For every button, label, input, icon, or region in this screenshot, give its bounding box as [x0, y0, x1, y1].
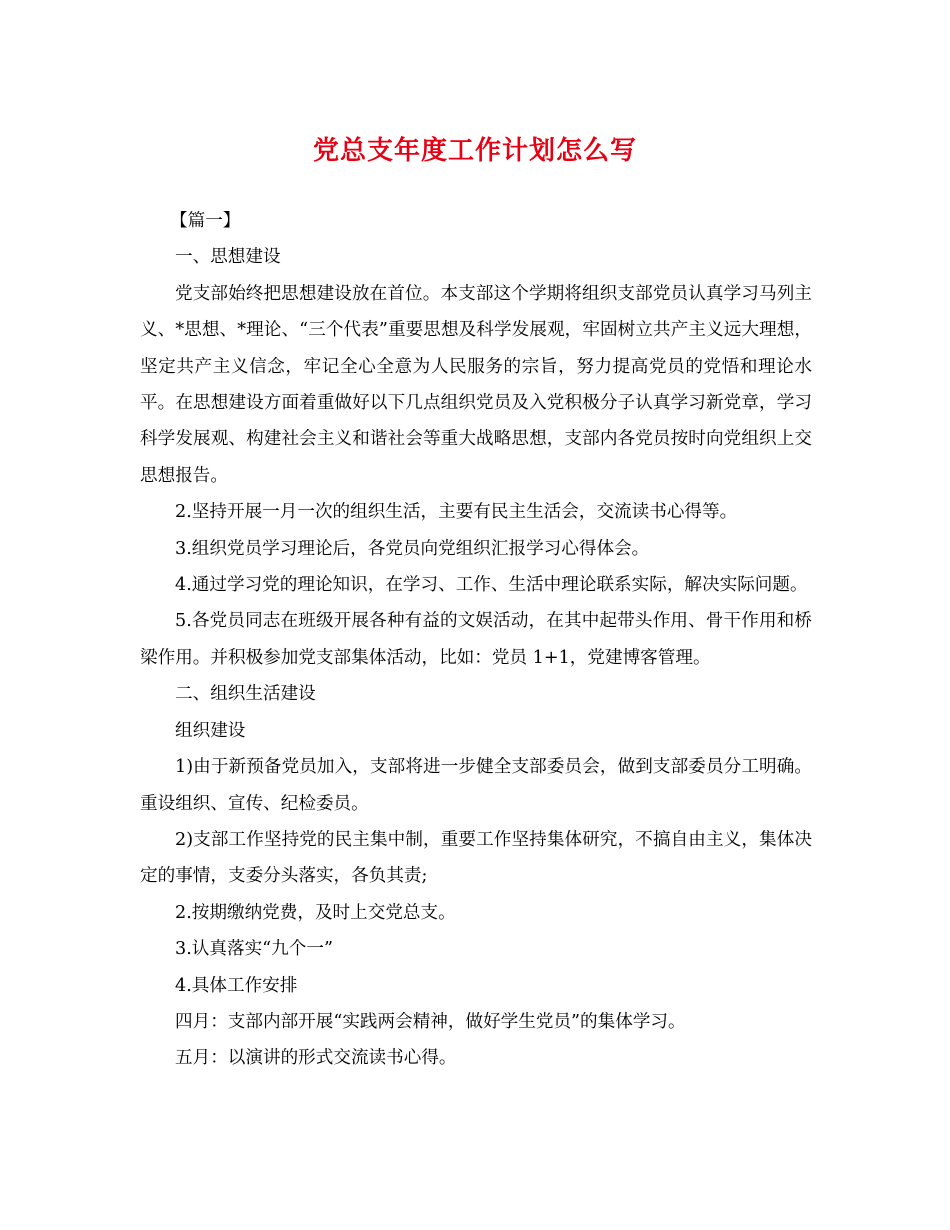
document-title: 党总支年度工作计划怎么写 — [312, 136, 637, 166]
section-heading-ideology: 一、思想建设 — [175, 247, 281, 268]
list-item-2: 2.坚持开展一月一次的组织生活，主要有民主生活会，交流读书心得等。 — [175, 502, 738, 523]
paragraph-ideology-intro: 党支部始终把思想建设放在首位。本支部这个学期将组织支部党员认真学习马列主义、*思想、*理论、“三个代表”重要思想及科学发展观，牢固树立共产主义远大理想，坚定共产主义信念，牢记全心全意为人民服务的宗旨，努力提高党员的党悟和理论水平。在思想建设方面着重做好以下几点组织党员及入党积极分子认真学习新党章，学习科学发展观、构建社会主义和谐社会等重大战略思想，支部内各党员按时向党组织上交思想报告。 — [140, 283, 812, 486]
list-item-2-paren: 2)支部工作坚持党的民主集中制，重要工作坚持集体研究，不搞自由主义，集体决定的事情，支委分头落实，各负其责; — [140, 829, 812, 887]
schedule-may: 五月：以演讲的形式交流读书心得。 — [175, 1048, 457, 1069]
list-item-3: 3.组织党员学习理论后，各党员向党组织汇报学习心得体会。 — [175, 538, 650, 559]
document-body — [140, 203, 812, 1077]
list-item-nine-ones: 3.认真落实“九个一” — [175, 939, 333, 960]
list-item-1-paren: 1)由于新预备党员加入，支部将进一步健全支部委员会，做到支部委员分工明确。重设组织、宣传、纪检委员。 — [140, 757, 812, 814]
schedule-april: 四月：支部内部开展“实践两会精神，做好学生党员”的集体学习。 — [175, 1011, 686, 1032]
list-item-5: 5.各党员同志在班级开展各种有益的文娱活动，在其中起带头作用、骨干作用和桥梁作用。并积极参加党支部集体活动，比如：党员 1+1，党建博客管理。 — [140, 611, 812, 668]
list-item-dues: 2.按期缴纳党费，及时上交党总支。 — [175, 902, 456, 923]
section-heading-organization: 二、组织生活建设 — [175, 684, 316, 705]
subheading-organization-building: 组织建设 — [175, 720, 246, 741]
list-item-work-schedule: 4.具体工作安排 — [175, 975, 298, 996]
section-label-part-one: 【篇一】 — [170, 211, 241, 231]
list-item-4: 4.通过学习党的理论知识，在学习、工作、生活中理论联系实际，解决实际问题。 — [175, 575, 808, 596]
